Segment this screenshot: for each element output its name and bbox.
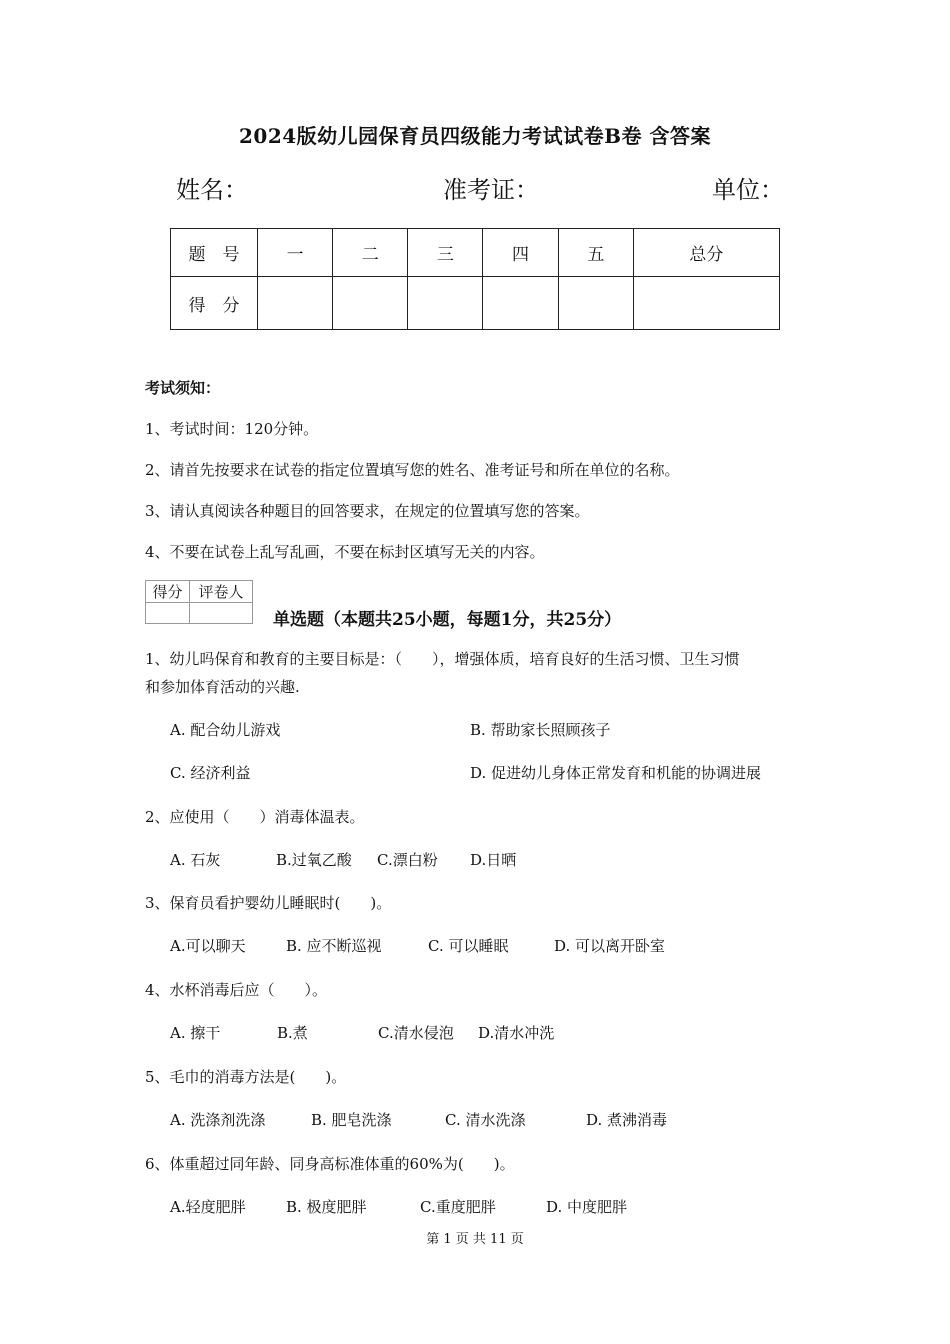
- ticket-label: 准考证：: [443, 176, 539, 204]
- score-cell[interactable]: [483, 277, 558, 330]
- score-table-score-row: [171, 277, 780, 330]
- question-3-stem: 3、保育员看护婴幼儿睡眠时( )。: [145, 894, 392, 912]
- unit-label: 单位：: [712, 176, 784, 204]
- page-footer: 第 1 页 共 11 页: [426, 1232, 524, 1247]
- grader-table: [145, 580, 253, 624]
- score-cell[interactable]: [333, 277, 408, 330]
- notice-item: 3、请认真阅读各种题目的回答要求，在规定的位置填写您的答案。: [145, 502, 590, 520]
- question-4-option-d[interactable]: D.清水冲洗: [478, 1024, 555, 1042]
- score-cell[interactable]: [633, 277, 779, 330]
- score-table: [170, 228, 780, 330]
- score-cell[interactable]: [408, 277, 483, 330]
- notice-item: 1、考试时间：120分钟。: [145, 420, 319, 438]
- question-1-option-d[interactable]: D. 促进幼儿身体正常发育和机能的协调进展: [470, 764, 762, 782]
- grader-reviewer-cell[interactable]: [190, 603, 253, 624]
- question-6-option-b[interactable]: B. 极度肥胖: [286, 1198, 367, 1216]
- page-title: 2024版幼儿园保育员四级能力考试试卷B卷 含答案: [238, 124, 712, 148]
- question-4-option-b[interactable]: B.煮: [277, 1024, 308, 1042]
- question-1-option-c[interactable]: C. 经济利益: [170, 764, 251, 782]
- question-5-option-b[interactable]: B. 肥皂洗涤: [311, 1111, 392, 1129]
- question-4-option-c[interactable]: C.清水侵泡: [378, 1024, 454, 1042]
- grader-reviewer-label: 评卷人: [190, 581, 253, 603]
- question-4-stem: 4、水杯消毒后应（ ）。: [145, 981, 328, 999]
- question-2-option-a[interactable]: A. 石灰: [170, 851, 221, 869]
- question-4-option-a[interactable]: A. 擦干: [170, 1024, 221, 1042]
- score-header-cell: 一: [258, 229, 333, 277]
- question-1-stem-cont: 和参加体育活动的兴趣.: [145, 678, 300, 696]
- question-5-stem: 5、毛巾的消毒方法是( )。: [145, 1068, 347, 1086]
- question-2-option-c[interactable]: C.漂白粉: [377, 851, 438, 869]
- question-2-option-d[interactable]: D.日晒: [470, 851, 517, 869]
- score-row-label: 得 分: [171, 277, 258, 330]
- notice-item: 4、不要在试卷上乱写乱画，不要在标封区填写无关的内容。: [145, 543, 545, 561]
- score-table-header-row: [171, 229, 780, 277]
- score-header-cell: 总分: [633, 229, 779, 277]
- name-label: 姓名：: [176, 176, 248, 204]
- question-3-option-d[interactable]: D. 可以离开卧室: [554, 937, 666, 955]
- score-header-cell: 三: [408, 229, 483, 277]
- question-6-option-c[interactable]: C.重度肥胖: [420, 1198, 496, 1216]
- notice-heading: 考试须知：: [145, 379, 221, 397]
- grader-score-cell[interactable]: [146, 603, 190, 624]
- notice-item: 2、请首先按要求在试卷的指定位置填写您的姓名、准考证号和所在单位的名称。: [145, 461, 680, 479]
- score-header-cell: 二: [333, 229, 408, 277]
- score-cell[interactable]: [258, 277, 333, 330]
- question-1-stem: 1、幼儿吗保育和教育的主要目标是：（ ），增强体质，培育良好的生活习惯、卫生习惯: [145, 650, 740, 668]
- score-cell[interactable]: [558, 277, 633, 330]
- question-6-option-a[interactable]: A.轻度肥胖: [170, 1198, 246, 1216]
- score-header-cell: 五: [558, 229, 633, 277]
- grader-score-label: 得分: [146, 581, 190, 603]
- question-1-option-a[interactable]: A. 配合幼儿游戏: [170, 721, 281, 739]
- question-5-option-c[interactable]: C. 清水洗涤: [445, 1111, 526, 1129]
- score-header-cell: 四: [483, 229, 558, 277]
- question-6-option-d[interactable]: D. 中度肥胖: [546, 1198, 628, 1216]
- question-3-option-a[interactable]: A.可以聊天: [170, 937, 246, 955]
- question-3-option-c[interactable]: C. 可以睡眠: [428, 937, 509, 955]
- question-1-option-b[interactable]: B. 帮助家长照顾孩子: [470, 721, 611, 739]
- question-2-stem: 2、应使用（ ）消毒体温表。: [145, 808, 365, 826]
- section-title: 单选题（本题共25小题，每题1分，共25分）: [273, 610, 622, 630]
- score-header-cell: 题 号: [171, 229, 258, 277]
- question-6-stem: 6、体重超过同年龄、同身高标准体重的60%为( )。: [145, 1155, 515, 1173]
- question-2-option-b[interactable]: B.过氧乙酸: [276, 851, 352, 869]
- question-5-option-d[interactable]: D. 煮沸消毒: [586, 1111, 668, 1129]
- question-3-option-b[interactable]: B. 应不断巡视: [286, 937, 382, 955]
- question-5-option-a[interactable]: A. 洗涤剂洗涤: [170, 1111, 266, 1129]
